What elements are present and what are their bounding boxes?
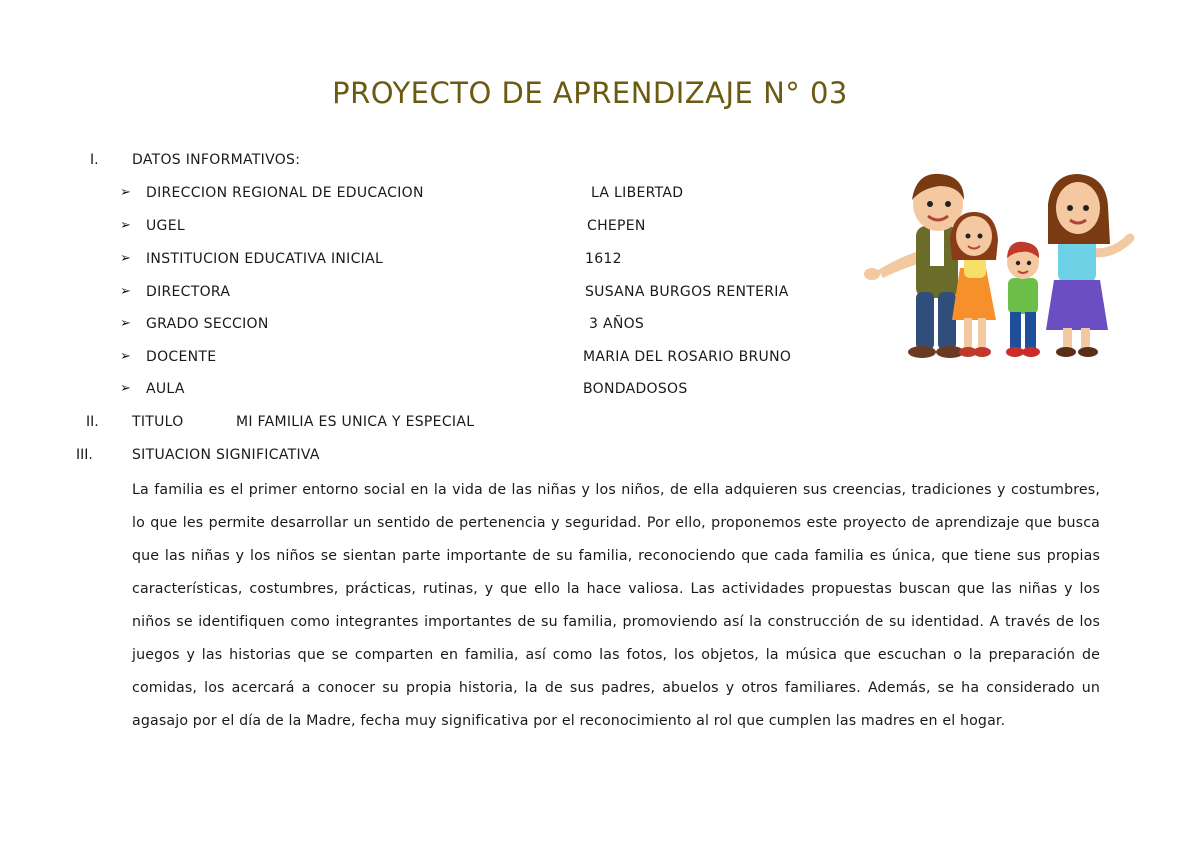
info-label-dre: DIRECCION REGIONAL DE EDUCACION: [146, 185, 424, 201]
info-label-directora: DIRECTORA: [146, 284, 231, 300]
info-value-aula: BONDADOSOS: [583, 381, 688, 397]
section-2-heading: TITULO: [132, 414, 184, 430]
project-title-value: MI FAMILIA ES UNICA Y ESPECIAL: [236, 414, 475, 430]
bullet-icon: ➢: [120, 218, 131, 233]
family-illustration: [858, 160, 1143, 365]
info-label-institucion: INSTITUCION EDUCATIVA INICIAL: [146, 251, 384, 267]
info-value-ugel: CHEPEN: [587, 218, 646, 234]
info-value-directora: SUSANA BURGOS RENTERIA: [585, 284, 789, 300]
info-label-aula: AULA: [146, 381, 185, 397]
mother-figure: [1046, 174, 1130, 357]
info-value-grado: 3 AÑOS: [589, 316, 645, 332]
info-label-ugel: UGEL: [146, 218, 185, 234]
info-label-grado: GRADO SECCION: [146, 316, 269, 332]
bullet-icon: ➢: [120, 381, 131, 396]
section-3-heading: SITUACION SIGNIFICATIVA: [132, 447, 320, 463]
section-1-numeral: I.: [90, 152, 99, 168]
section-2-numeral: II.: [86, 414, 99, 430]
bullet-icon: ➢: [120, 251, 131, 266]
boy-figure: [1006, 242, 1040, 357]
page-title: PROYECTO DE APRENDIZAJE N° 03: [332, 76, 848, 110]
bullet-icon: ➢: [120, 185, 131, 200]
father-figure: [864, 174, 964, 358]
bullet-icon: ➢: [120, 284, 131, 299]
bullet-icon: ➢: [120, 349, 131, 364]
section-3-numeral: III.: [76, 447, 93, 463]
info-value-dre: LA LIBERTAD: [591, 185, 684, 201]
situacion-paragraph: La familia es el primer entorno social en la vida de las niñas y los niños, de ella adquieren sus creencias, tradiciones y costumbres, lo que les permite desarrollar un sentido de pertenencia y seguridad. Por ello, proponemos este proyecto de aprendizaje que busca que las niñas y los niños se sientan parte importante de su familia, reconociendo que cada familia es única, que tiene sus propias características, costumbres, prácticas, rutinas, y que ello la hace valiosa. Las actividades propuestas buscan que las niñas y los niños se identifiquen como integrantes importantes de su familia, promoviendo así la construcción de su identidad. A través de los juegos y las historias que se comparten en familia, así como las fotos, los objetos, la música que escuchan o la preparación de comidas, los acercará a conocer su propia historia, la de sus padres, abuelos y otros familiares. Además, se ha considerado un agasajo por el día de la Madre, fecha muy significativa por el reconocimiento al rol que cumplen las madres en el hogar.: [132, 482, 1100, 729]
info-label-docente: DOCENTE: [146, 349, 217, 365]
section-1-heading: DATOS INFORMATIVOS:: [132, 152, 301, 168]
info-value-institucion: 1612: [585, 251, 622, 267]
bullet-icon: ➢: [120, 316, 131, 331]
info-value-docente: MARIA DEL ROSARIO BRUNO: [583, 349, 792, 365]
